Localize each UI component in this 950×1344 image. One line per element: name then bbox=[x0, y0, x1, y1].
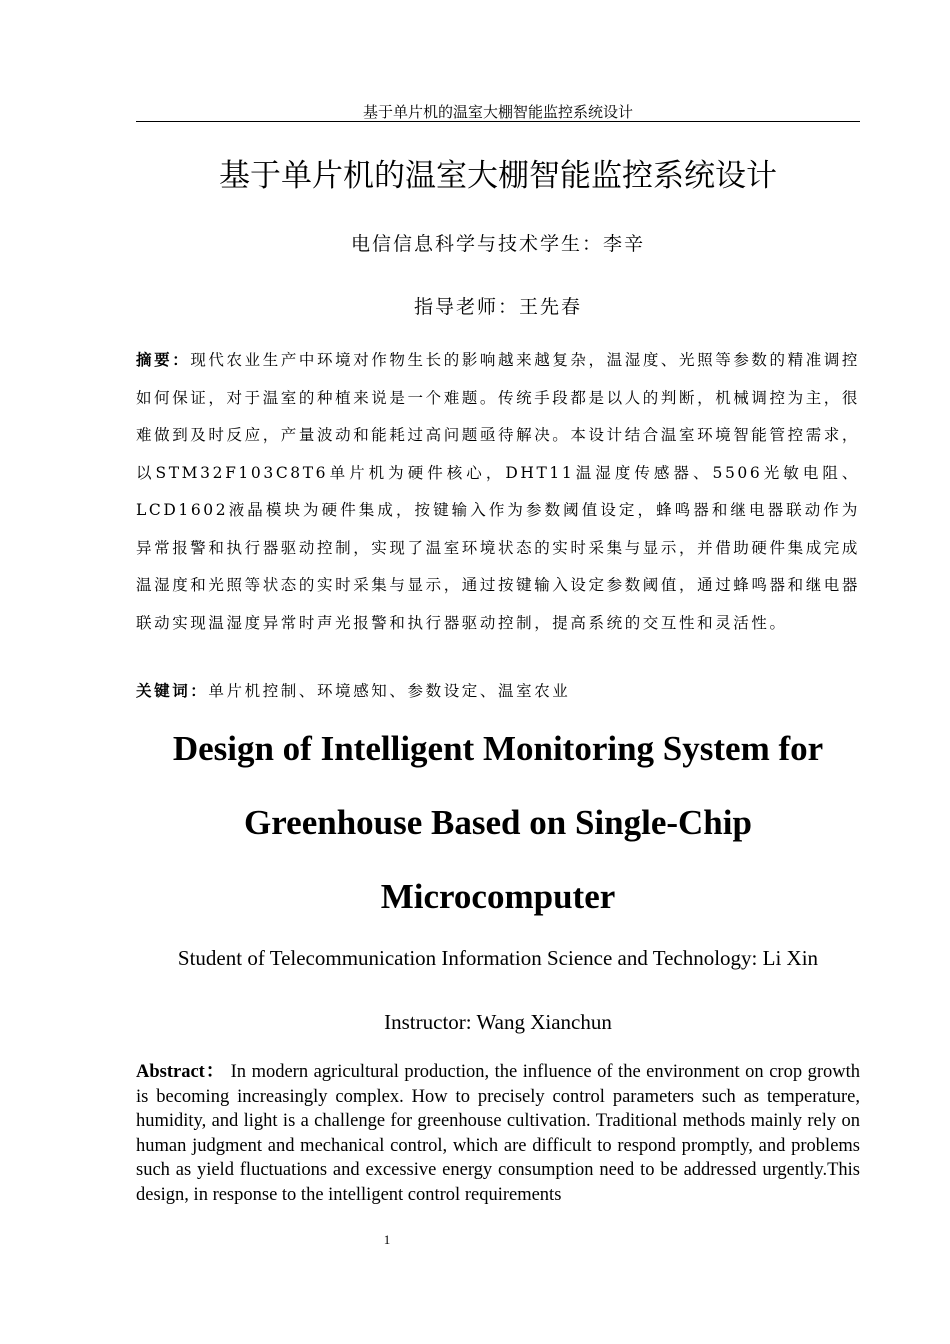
chinese-abstract-label: 摘要： bbox=[136, 351, 191, 369]
english-abstract bbox=[136, 1060, 860, 1207]
running-header: 基于单片机的温室大棚智能监控系统设计 bbox=[362, 103, 633, 121]
english-abstract-text: In modern agricultural production, the influence of the environment on crop growth is becoming increasingly complex. How to precisely control parameters such as temperature, humidity, and light is a challenge for greenhouse cultivation. Traditional methods mainly rely on human judgment and mechanical control, which are difficult to respond promptly, and problems such as yield fluctuations and excessive energy consumption need to be addressed urgently.This design, in response to the intelligent control requirements bbox=[136, 1062, 860, 1205]
english-abstract-label: Abstract： bbox=[136, 1062, 226, 1082]
chinese-author: 电信信息科学与技术学生：李辛 bbox=[350, 233, 645, 255]
chinese-abstract bbox=[136, 342, 860, 642]
chinese-keywords bbox=[136, 678, 860, 704]
english-author: Student of Telecommunication Information Science and Technology: Li Xin bbox=[177, 946, 819, 970]
english-advisor: Instructor: Wang Xianchun bbox=[384, 1010, 612, 1034]
chinese-abstract-text: 现代农业生产中环境对作物生长的影响越来越复杂，温湿度、光照等参数的精准调控如何保证，对于温室的种植来说是一个难题。传统手段都是以人的判断，机械调控为主，很难做到及时反应，产量波动和能耗过高问题亟待解决。本设计结合温室环境智能管控需求，以STM32F103C8T6单片机为硬件核心，DHT11温湿度传感器、5506光敏电阻、LCD1602液晶模块为硬件集成，按键输入作为参数阈值设定，蜂鸣器和继电器联动作为异常报警和执行器驱动控制，实现了温室环境状态的实时采集与显示，并借助硬件集成完成温湿度和光照等状态的实时采集与显示，通过按键输入设定参数阈值，通过蜂鸣器和继电器联动实现温湿度异常时声光报警和执行器驱动控制，提高系统的交互性和灵活性。 bbox=[136, 351, 861, 632]
page-number: 1 bbox=[383, 1232, 391, 1247]
chinese-advisor: 指导老师：王先春 bbox=[413, 296, 582, 318]
english-title: Design of Intelligent Monitoring System for Greenhouse Based on Single-Chip Microcomputer bbox=[172, 729, 824, 916]
header-divider bbox=[136, 121, 860, 122]
chinese-title: 基于单片机的温室大棚智能监控系统设计 bbox=[219, 158, 777, 194]
chinese-keywords-text: 单片机控制、环境感知、参数设定、温室农业 bbox=[208, 682, 571, 700]
chinese-keywords-label: 关键词： bbox=[136, 682, 209, 700]
